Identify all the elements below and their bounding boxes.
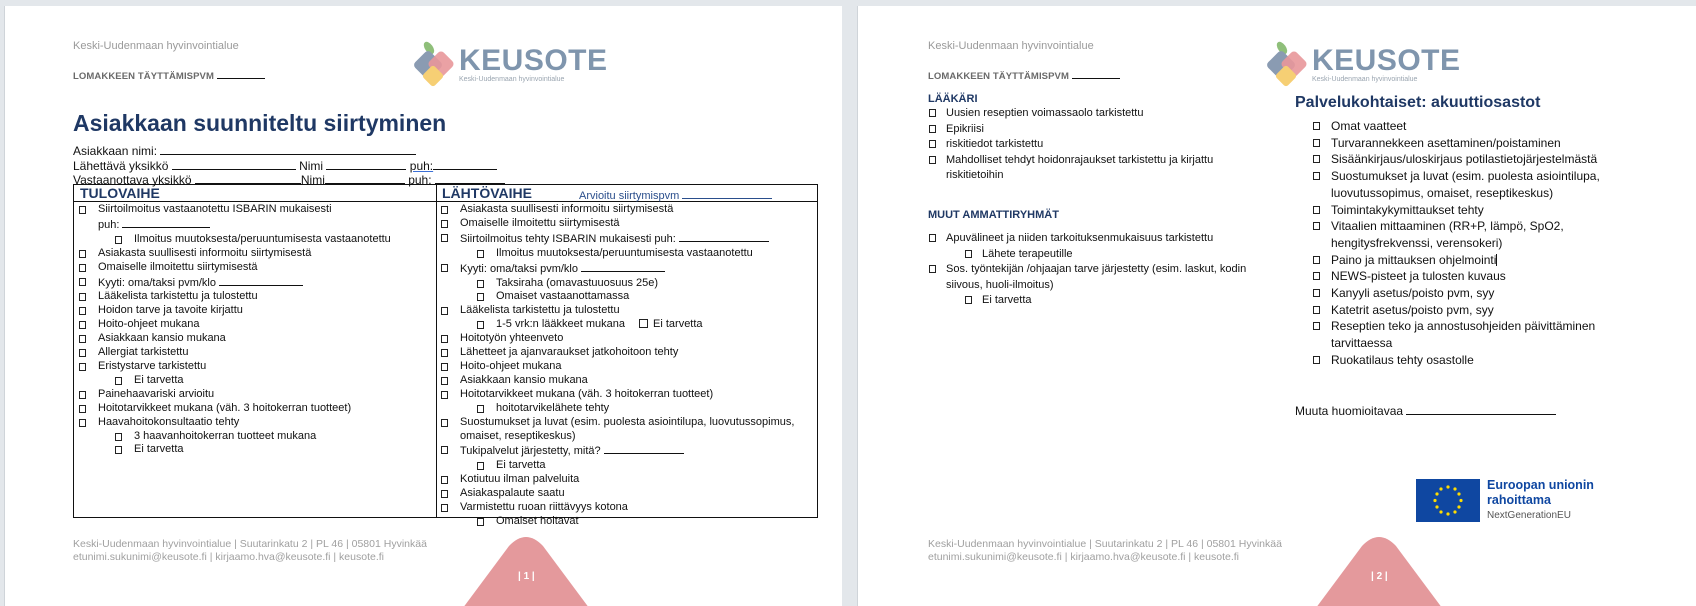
checkbox-icon [477,280,484,288]
checkbox-icon [441,206,448,214]
header-org: Keski-Uudenmaan hyvinvointialue [73,40,239,52]
other-professions-list [928,231,1258,309]
checkbox-icon [477,293,484,301]
checklist-item[interactable]: hoitotarvikelähete tehty [436,402,818,416]
checklist-item[interactable]: Uusien reseptien voimassaolo tarkistettu [928,106,1258,122]
checkbox-icon [477,321,484,329]
receiving-unit-field[interactable]: Vastaanottava yksikkö Nimi puh: [73,173,505,188]
checkbox-icon [79,349,86,357]
checkbox-icon [1313,356,1320,364]
checkbox-icon [79,391,86,399]
checkbox-icon [929,109,936,117]
checklist-item[interactable]: Turvarannekkeen asettaminen/poistaminen [1295,135,1625,152]
checkbox-icon [441,363,448,371]
checkbox-icon [1313,122,1320,130]
checkbox-icon [441,490,448,498]
checkbox-icon [79,206,86,214]
checklist-item[interactable]: Siirtoilmoitus vastaanotettu ISBARIN mukaisesti [74,203,434,217]
checklist-item[interactable]: Omaiselle ilmoitettu siirtymisestä [436,217,818,231]
checkbox-icon [965,296,972,304]
checkbox-icon [929,234,936,242]
checkbox-icon [441,391,448,399]
checklist-item[interactable]: Hoitotarvikkeet mukana (väh. 3 hoitokerran tuotteet) [436,388,818,402]
doctor-list [928,106,1258,184]
other-notes-field[interactable]: Muuta huomioitavaa [1295,404,1556,419]
checkbox-icon [441,234,448,242]
checkbox-icon [441,377,448,385]
checkbox-icon [441,476,448,484]
checkbox-icon [1313,306,1320,314]
checkbox-icon [929,265,936,273]
checklist-item[interactable]: Ei tarvetta [74,374,434,388]
checkbox-icon [115,377,122,385]
page-footer: Keski-Uudenmaan hyvinvointialue | Suutarinkatu 2 | PL 46 | 05801 Hyvinkää etunimi.sukunimi@keusote.fi | kirjaamo.hva@keusote.fi | keusote.fi [928,538,1282,563]
checkbox-icon [929,156,936,164]
doctor-heading: LÄÄKÄRI [928,93,978,105]
checkbox-icon [79,250,86,258]
checklist-item[interactable]: Paino ja mittauksen ohjelmointi [1295,252,1625,269]
checkbox-icon [965,250,972,258]
checklist-item[interactable]: Taksiraha (omavastuuosuus 25e) [436,277,818,291]
page-title: Asiakkaan suunniteltu siirtyminen [73,110,447,136]
checklist-item[interactable]: Ilmoitus muutoksesta/peruuntumisesta vastaanotettu [436,247,818,261]
sending-unit-field[interactable]: Lähettävä yksikkö Nimi puh: [73,159,505,174]
checkbox-icon [477,250,484,258]
checkbox-icon [639,319,648,328]
checkbox-icon [1313,256,1320,264]
checkbox-icon [79,307,86,315]
checklist-item[interactable]: Omat vaatteet [1295,118,1625,135]
checklist-item[interactable]: Painehaavariski arvioitu [74,388,434,402]
checkbox-icon [79,419,86,427]
checkbox-icon [1313,206,1320,214]
checklist-item[interactable]: Lähetteet ja ajanvaraukset jatkohoitoon tehty [436,346,818,360]
transfer-fields [73,144,505,188]
checkbox-icon [441,349,448,357]
checklist-item[interactable]: Varmistettu ruoan riittävyys kotona [436,501,818,515]
header-date-field[interactable]: LOMAKKEEN TÄYTTÄMISPVM [928,68,1120,82]
checklist-item[interactable]: Asiakkaan kansio mukana [436,374,818,388]
checkbox-icon [441,504,448,512]
tulovaihe-list: Siirtoilmoitus vastaanotettu ISBARIN mukaisesti puh: Ilmoitus muutoksesta/peruuntumisesta vastaanotettu Asiakasta suullisesti informoitu siirtymisestä Omaiselle ilmoitettu siirtymisestä Kyyti: oma/taksi pvm/klo Lääkelista tarkistettu ja tulostettu Hoidon tarve ja tavoite kirjattu Hoito-ohjeet mukana Asiakkaan kansio mukana Allergiat tarkistettu Eristystarve tarkistettu Ei tarvetta Painehaavariski arvioitu Hoitotarvikkeet mukana (väh. 3 hoitokerran tuotteet) Haavahoitokonsultaatio tehty 3 haavanhoitokerran tuotteet mukana Ei tarvetta [74,203,434,457]
page-number-shape [451,534,601,606]
eu-flag-icon [1416,479,1480,522]
page-number: | 2 | [1371,571,1388,582]
checklist-item[interactable]: 1-5 vrk:n lääkkeet mukana Ei tarvetta [436,318,818,332]
checklist-item[interactable]: Kyyti: oma/taksi pvm/klo [74,275,434,291]
keusote-logo: KEUSOTE Keski-Uudenmaan hyvinvointialue [413,40,573,90]
other-professions-heading: MUUT AMMATTIRYHMÄT [928,209,1059,221]
checklist-item[interactable]: Vitaalien mittaaminen (RR+P, lämpö, SpO2, hengitysfrekvenssi, verensokeri) [1295,218,1625,251]
checklist-item[interactable]: Hoitotarvikkeet mukana (väh. 3 hoitokerran tuotteet) [74,402,434,416]
keusote-logo: KEUSOTE Keski-Uudenmaan hyvinvointialue [1266,40,1426,90]
checkbox-icon [79,335,86,343]
checklist-item[interactable]: Asiakaspalaute saatu [436,487,818,501]
checklist-item[interactable]: Siirtoilmoitus tehty ISBARIN mukaisesti puh: [436,231,818,247]
checklist-item[interactable]: Haavahoitokonsultaatio tehty [74,416,434,430]
checkbox-icon [477,405,484,413]
checklist-item[interactable]: Ilmoitus muutoksesta/peruuntumisesta vastaanotettu [74,233,434,247]
checkbox-icon [1313,322,1320,330]
checklist-item[interactable]: Lääkelista tarkistettu ja tulostettu [436,304,818,318]
checklist-item[interactable]: Epikriisi [928,122,1258,138]
checklist-item[interactable]: NEWS-pisteet ja tulosten kuvaus [1295,268,1625,285]
checklist-item[interactable]: Hoito-ohjeet mukana [436,360,818,374]
checklist-item[interactable]: Mahdolliset tehdyt hoidonrajaukset tarkistettu ja kirjattu riskitietoihin [928,153,1258,184]
checklist-item[interactable]: Hoito-ohjeet mukana [74,318,434,332]
checkbox-icon [115,446,122,454]
tulovaihe-heading: TULOVAIHE [80,185,160,201]
checklist-item[interactable]: Ei tarvetta [928,293,1258,309]
checkbox-icon [441,419,448,427]
checklist-item[interactable]: Omaiset hoitavat [436,515,818,529]
checklist-item[interactable]: Ei tarvetta [74,443,434,457]
checklist-item[interactable]: Suostumukset ja luvat (esim. puolesta asiointilupa, luovutussopimus, omaiset, reseptikeskus) [436,416,818,444]
checklist-item[interactable]: Lähete terapeutille [928,247,1258,263]
header-date-field[interactable]: LOMAKKEEN TÄYTTÄMISPVM [73,68,265,82]
checklist-item[interactable]: Eristystarve tarkistettu [74,360,434,374]
checkbox-icon [1313,289,1320,297]
checklist-item[interactable]: Toimintakykymittaukset tehty [1295,202,1625,219]
checklist-item[interactable]: Ruokatilaus tehty osastolle [1295,352,1625,369]
checkbox-icon [477,462,484,470]
checkbox-icon [441,446,448,454]
checklist-item[interactable]: Hoitotyön yhteenveto [436,332,818,346]
lahtovaihe-heading: LÄHTÖVAIHE [442,185,532,201]
checklist-item[interactable]: riskitiedot tarkistettu [928,137,1258,153]
checklist-table [73,184,818,527]
keusote-logo-icon [413,40,459,90]
checkbox-icon [1313,172,1320,180]
checkbox-icon [1313,272,1320,280]
checklist-item[interactable]: Sisäänkirjaus/uloskirjaus potilastietojärjestelmästä [1295,151,1625,168]
checklist-item[interactable]: 3 haavanhoitokerran tuotteet mukana [74,430,434,444]
checklist-item[interactable]: Kyyti: oma/taksi pvm/klo [436,261,818,277]
checkbox-icon [441,307,448,315]
client-name-field[interactable]: Asiakkaan nimi: [73,144,505,159]
checklist-item[interactable]: Kanyyli asetus/poisto pvm, syy [1295,285,1625,302]
acute-heading: Palvelukohtaiset: akuuttiosastot [1295,94,1541,111]
checkbox-icon [929,125,936,133]
page-number-shape [1304,534,1454,606]
checkbox-icon [441,220,448,228]
checklist-item[interactable]: Lääkelista tarkistettu ja tulostettu [74,290,434,304]
checklist-item[interactable]: Omaiselle ilmoitettu siirtymisestä [74,261,434,275]
keusote-logo-icon [1266,40,1312,90]
acute-list [1295,118,1625,369]
checklist-item[interactable]: Omaiset vastaanottamassa [436,290,818,304]
checklist-item[interactable]: Katetrit asetus/poisto pvm, syy [1295,302,1625,319]
text-cursor [1496,254,1497,266]
estimated-date-field[interactable]: Arvioitu siirtymispvm [579,188,772,202]
checkbox-icon [115,236,122,244]
checklist-item[interactable]: Asiakasta suullisesti informoitu siirtymisestä [74,247,434,261]
page-1 [4,6,842,606]
checkbox-icon [929,140,936,148]
checkbox-icon [79,363,86,371]
checklist-item[interactable]: Asiakasta suullisesti informoitu siirtymisestä [436,203,818,217]
checklist-item[interactable]: Ei tarvetta [436,459,818,473]
checklist-item[interactable]: Asiakkaan kansio mukana [74,332,434,346]
checkbox-icon [79,321,86,329]
page-footer: Keski-Uudenmaan hyvinvointialue | Suutarinkatu 2 | PL 46 | 05801 Hyvinkää etunimi.sukunimi@keusote.fi | kirjaamo.hva@keusote.fi | keusote.fi [73,538,427,563]
checklist-item[interactable]: Apuvälineet ja niiden tarkoituksenmukaisuus tarkistettu [928,231,1258,247]
checkbox-icon [79,293,86,301]
lahtovaihe-list [436,203,818,529]
checkbox-icon [477,518,484,526]
checklist-item[interactable]: Hoidon tarve ja tavoite kirjattu [74,304,434,318]
checkbox-icon [79,264,86,272]
checkbox-icon [79,405,86,413]
header-org: Keski-Uudenmaan hyvinvointialue [928,40,1094,52]
checkbox-icon [1313,222,1320,230]
checkbox-icon [1313,155,1320,163]
checklist-item[interactable]: Kotiutuu ilman palveluita [436,473,818,487]
checklist-item[interactable]: Allergiat tarkistettu [74,346,434,360]
checkbox-icon [441,335,448,343]
checklist-item[interactable]: Tukipalvelut järjestetty, mitä? [436,443,818,459]
page-2: Keski-Uudenmaan hyvinvointialue LOMAKKEEN TÄYTTÄMISPVM KEUSOTE Keski-Uudenmaan hyvinvointialue LÄÄKÄRI Uusien reseptien voimassaolo tarkistettu Epikriisi riskitiedot tarkistettu Mahdolliset tehdyt hoidonrajaukset tarkistettu ja kirjattu riskitietoihin MUUT AMMATTIRYHMÄT Apuvälineet ja niiden tarkoituksenmukaisuus tarkistettu Lähete terapeutille Sos. työntekijän /ohjaajan tarve järjestetty (esim. laskut, kodin siivous, huoli-ilmoitus) Ei tarvetta Palvelukohtaiset: akuuttiosastot Omat vaatteet Turvarannekkeen asettaminen/poistaminen Sisäänkirjaus/uloskirjaus potilastietojärjestelmästä Suostumukset ja luvat (esim. puolesta asiointilupa, luovutussopimus, omaiset, reseptikeskus) Toimintakykymittaukset tehty Vitaalien mittaaminen (RR+P, lämpö, SpO2, hengitysfrekvenssi, verensokeri) Paino ja mittauksen ohjelmointi NEWS-pisteet ja tulosten kuvaus Kanyyli asetus/poisto pvm, syy Katetrit asetus/poisto pvm, syy Reseptien teko ja annostusohjeiden päivittäminen tarvittaessa Ruokatilaus tehty osastolle Muuta huomioitavaa Euroopan unionin rahoittama NextGenerationEU Keski-Uudenmaan hyvinvointialue | Suutarinkatu 2 | PL 46 | 05801 Hyvinkää etunimi.sukunimi@keusote.fi | kirjaamo.hva@keusote.fi | keusote.fi | 2 | [857,6,1696,606]
checkbox-icon [1313,139,1320,147]
checkbox-icon [115,433,122,441]
page-number: | 1 | [518,571,535,582]
checkbox-icon [79,278,86,286]
checkbox-icon [441,264,448,272]
checklist-item[interactable]: Suostumukset ja luvat (esim. puolesta asiointilupa, luovutussopimus, omaiset, reseptikeskus) [1295,168,1625,201]
checklist-item[interactable]: Sos. työntekijän /ohjaajan tarve järjestetty (esim. laskut, kodin siivous, huoli-ilmoitus) [928,262,1258,293]
checklist-item[interactable]: Reseptien teko ja annostusohjeiden päivittäminen tarvittaessa [1295,318,1625,351]
